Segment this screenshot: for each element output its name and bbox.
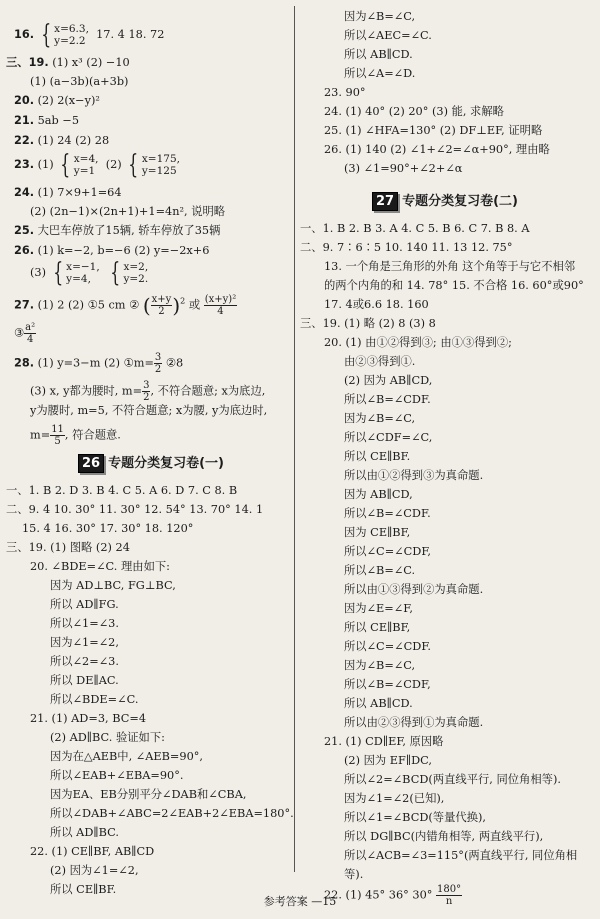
line: 20. (1) 由①②得到③; 由①③得到②;	[324, 336, 512, 349]
s26-fill: 二、9. 4 10. 30° 11. 30° 12. 54° 13. 70° 14. 1	[6, 503, 264, 516]
answer-27-part3: ③ $\frac{\text{a²}}{4}$	[14, 322, 36, 345]
line: 所以 DE∥AC.	[50, 674, 119, 687]
s27-answer-22: 22. (1) 45° 36° 30° $\frac{180^\circ}{n}$	[324, 884, 462, 907]
line: (2) 因为∠1=∠2,	[50, 864, 139, 877]
line: 所以∠ACB=∠3=115°(两直线平行, 同位角相	[344, 849, 578, 862]
answer-19b: (1) (a−3b)(a+3b)	[30, 75, 129, 88]
line: 由②③得到①.	[344, 355, 416, 368]
line: 所以∠B=∠CDF.	[344, 507, 431, 520]
s27-fill-17: 17. 4或6.6 18. 160	[324, 298, 429, 311]
section-26-title: 26 专题分类复习卷(一)	[78, 452, 224, 473]
s26-choice: 一、1. B 2. D 3. B 4. C 5. A 6. D 7. C 8. B	[6, 484, 238, 497]
answer-28: 28. (1) y=3−m (2) ①m= $\frac{3}{2}$ ②8	[14, 352, 184, 375]
line: 所以∠2=∠3.	[50, 655, 119, 668]
line: 所以∠CDF=∠C,	[344, 431, 433, 444]
line: 所以 AB∥CD.	[344, 48, 413, 61]
answer-28c: y为腰时, m=5, 不符合题意; x为腰, y为底边时,	[30, 404, 268, 417]
answer-24: 24. (1) 7×9+1=64	[14, 186, 122, 199]
s27-fill: 二、9. 7∶6∶5 10. 140 11. 13 12. 75°	[300, 241, 513, 254]
line: 所以∠1=∠BCD(等量代换),	[344, 811, 486, 824]
r-answer-23: 23. 90°	[324, 86, 366, 99]
line: 因为∠B=∠C,	[344, 10, 416, 23]
line: 因为 AD⊥BC, FG⊥BC,	[50, 579, 176, 592]
line: 所以∠1=∠3.	[50, 617, 119, 630]
line: (2) 因为 EF∥DC,	[344, 754, 432, 767]
answer-21: 21. 5ab −5	[14, 114, 80, 127]
line: 所以∠2=∠BCD(两直线平行, 同位角相等).	[344, 773, 561, 786]
line: 因为 AB∥CD,	[344, 488, 413, 501]
answer-24b: (2) (2n−1)×(2n+1)+1=4n², 说明略	[30, 205, 226, 218]
answer-26b: (3) { x=−1, y=4, { x=2, y=2.	[30, 258, 149, 288]
line: 所以∠C=∠CDF.	[344, 640, 432, 653]
line: 所以由①③得到②为真命题.	[344, 583, 484, 596]
line: 21. (1) AD=3, BC=4	[30, 712, 147, 725]
line: 因为∠1=∠2(已知),	[344, 792, 445, 805]
line: 所以∠B=∠CDF,	[344, 678, 431, 691]
line: 因为∠B=∠C,	[344, 412, 416, 425]
line: 21. (1) CD∥EF, 原因略	[324, 735, 444, 748]
s27-fill-13b: 的两个内角的和 14. 78° 15. 不合格 16. 60°或90°	[324, 279, 584, 292]
line: 所以∠B=∠C.	[344, 564, 416, 577]
line: 所以 CE∥BF.	[50, 883, 117, 896]
r-answer-26: 26. (1) 140 (2) ∠1+∠2=∠α+90°, 理由略	[324, 143, 550, 156]
line: 22. (1) CE∥BF, AB∥CD	[30, 845, 155, 858]
answer-28d: m= $\frac{11}{5}$ , 符合题意.	[30, 424, 121, 447]
line: 所以由②③得到①为真命题.	[344, 716, 484, 729]
s26-q19: 三、19. (1) 图略 (2) 24	[6, 541, 130, 554]
line: 因为∠B=∠C,	[344, 659, 416, 672]
s27-q19: 三、19. (1) 略 (2) 8 (3) 8	[300, 317, 436, 330]
s27-fill-13: 13. 一个角是三角形的外角 这个角等于与它不相邻	[324, 260, 576, 273]
line: 所以∠DAB+∠ABC=2∠EAB+2∠EBA=180°.	[50, 807, 294, 820]
r-answer-25: 25. (1) ∠HFA=130° (2) DF⊥EF, 证明略	[324, 124, 543, 137]
line: 所以∠AEC=∠C.	[344, 29, 432, 42]
answer-26: 26. (1) k=−2, b=−6 (2) y=−2x+6	[14, 244, 210, 257]
line: (2) AD∥BC. 验证如下:	[50, 731, 165, 744]
line: 因为在△AEB中, ∠AEB=90°,	[50, 750, 204, 763]
answer-22: 22. (1) 24 (2) 28	[14, 134, 110, 147]
line: 所以 AB∥CD.	[344, 697, 413, 710]
line: 所以∠A=∠D.	[344, 67, 416, 80]
answer-20: 20. (2) 2(x−y)²	[14, 94, 100, 107]
answer-23: 23. (1) { x=4, y=1 (2) { x=175, y=125	[14, 150, 180, 180]
line: 所以由①②得到③为真命题.	[344, 469, 484, 482]
line: 所以∠C=∠CDF,	[344, 545, 432, 558]
answer-25: 25. 大巴车停放了15辆, 轿车停放了35辆	[14, 224, 221, 237]
column-divider	[294, 6, 295, 872]
line: 20. ∠BDE=∠C. 理由如下:	[30, 560, 170, 573]
page-footer: 参考答案 —15	[263, 895, 337, 908]
r-answer-24: 24. (1) 40° (2) 20° (3) 能, 求解略	[324, 105, 504, 118]
section-27-title: 27 专题分类复习卷(二)	[372, 190, 518, 211]
line: 因为EA、EB分别平分∠DAB和∠CBA,	[50, 788, 247, 801]
answer-28b: (3) x, y都为腰时, m= $\frac{3}{2}$ , 不符合题意; x为底边,	[30, 380, 266, 403]
s26-fill2: 15. 4 16. 30° 17. 30° 18. 120°	[22, 522, 194, 535]
line: 等).	[344, 868, 364, 881]
line: 因为∠E=∠F,	[344, 602, 413, 615]
line: 所以 CE∥BF,	[344, 621, 411, 634]
line: 所以 DG∥BC(内错角相等, 两直线平行),	[344, 830, 544, 843]
line: 所以 AD∥FG.	[50, 598, 119, 611]
r-answer-26b: (3) ∠1=90°+∠2+∠α	[344, 162, 463, 175]
answer-27: 27. (1) 2 (2) ①5 cm ② ( $\frac{x+y}{2}$ )$^2$ 或 $\frac{\text{(x+y)²}}{4}$	[14, 293, 237, 318]
line: 因为 CE∥BF,	[344, 526, 411, 539]
answer-19: 三、19. (1) x³ (2) −10	[6, 56, 130, 69]
line: 所以∠B=∠CDF.	[344, 393, 431, 406]
line: 所以∠EAB+∠EBA=90°.	[50, 769, 184, 782]
answer-16: 16. { x=6.3, y=2.2 17. 4 18. 72	[14, 20, 165, 50]
s27-choice: 一、1. B 2. B 3. A 4. C 5. B 6. C 7. B 8. A	[300, 222, 530, 235]
line: 所以 CE∥BF.	[344, 450, 411, 463]
line: (2) 因为 AB∥CD,	[344, 374, 433, 387]
line: 因为∠1=∠2,	[50, 636, 119, 649]
line: 所以 AD∥BC.	[50, 826, 119, 839]
line: 所以∠BDE=∠C.	[50, 693, 139, 706]
